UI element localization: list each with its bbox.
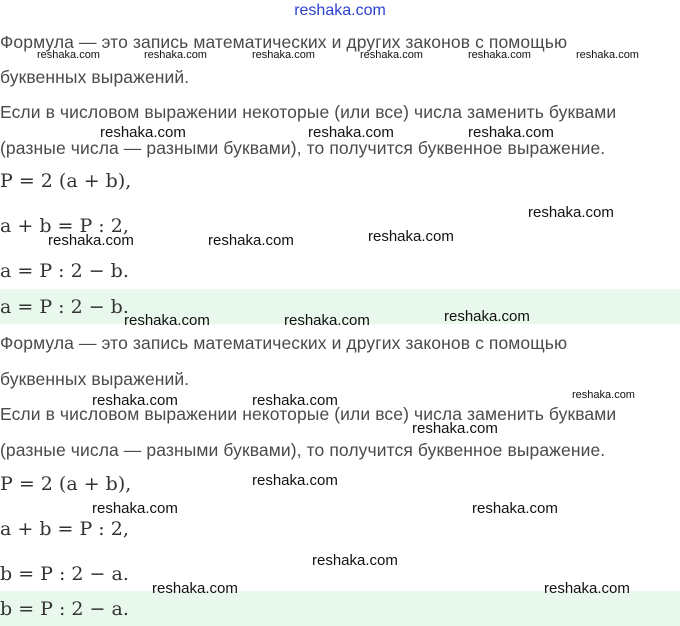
watermark: reshaka.com <box>472 500 558 517</box>
watermark: reshaka.com <box>37 49 100 61</box>
formula-side-b: b = P : 2 − a. <box>0 563 129 585</box>
formula-perimeter: P = 2 (a + b), <box>0 170 132 192</box>
watermark: reshaka.com <box>144 49 207 61</box>
watermark: reshaka.com <box>468 49 531 61</box>
watermark: reshaka.com <box>100 124 186 141</box>
watermark: reshaka.com <box>544 580 630 597</box>
watermark: reshaka.com <box>284 312 370 329</box>
watermark: reshaka.com <box>368 228 454 245</box>
formula-side-a: a = P : 2 − b. <box>0 260 129 282</box>
watermark: reshaka.com <box>528 204 614 221</box>
watermark: reshaka.com <box>208 232 294 249</box>
watermark: reshaka.com <box>360 49 423 61</box>
watermark: reshaka.com <box>468 124 554 141</box>
watermark: reshaka.com <box>92 500 178 517</box>
site-link[interactable]: reshaka.com <box>294 2 386 19</box>
watermark: reshaka.com <box>312 552 398 569</box>
watermark: reshaka.com <box>308 124 394 141</box>
answer-formula: a = P : 2 − b. <box>0 296 129 318</box>
watermark: reshaka.com <box>572 389 635 401</box>
rule-line-2: (разные числа — разными буквами), то получится буквенное выражение. <box>0 440 606 460</box>
watermark: reshaka.com <box>252 472 338 489</box>
definition-line-1: Формула — это запись математических и других законов с помощью <box>0 333 568 353</box>
rule-line-1: Если в числовом выражении некоторые (или все) числа заменить буквами <box>0 102 617 122</box>
answer-formula: b = P : 2 − a. <box>0 598 129 620</box>
watermark: reshaka.com <box>152 580 238 597</box>
definition-line-1: Формула — это запись математических и других законов с помощью <box>0 32 568 52</box>
watermark: reshaka.com <box>124 312 210 329</box>
definition-line-2: буквенных выражений. <box>0 67 190 87</box>
watermark: reshaka.com <box>576 49 639 61</box>
watermark: reshaka.com <box>252 392 338 409</box>
watermark: reshaka.com <box>92 392 178 409</box>
formula-half-perimeter: a + b = P : 2, <box>0 215 129 237</box>
formula-perimeter: P = 2 (a + b), <box>0 473 132 495</box>
watermark: reshaka.com <box>252 49 315 61</box>
rule-line-2: (разные числа — разными буквами), то получится буквенное выражение. <box>0 138 606 158</box>
watermark: reshaka.com <box>444 308 530 325</box>
rule-line-1: Если в числовом выражении некоторые (или все) числа заменить буквами <box>0 404 617 424</box>
definition-line-2: буквенных выражений. <box>0 369 190 389</box>
watermark: reshaka.com <box>48 232 134 249</box>
formula-half-perimeter: a + b = P : 2, <box>0 518 129 540</box>
watermark: reshaka.com <box>412 420 498 437</box>
